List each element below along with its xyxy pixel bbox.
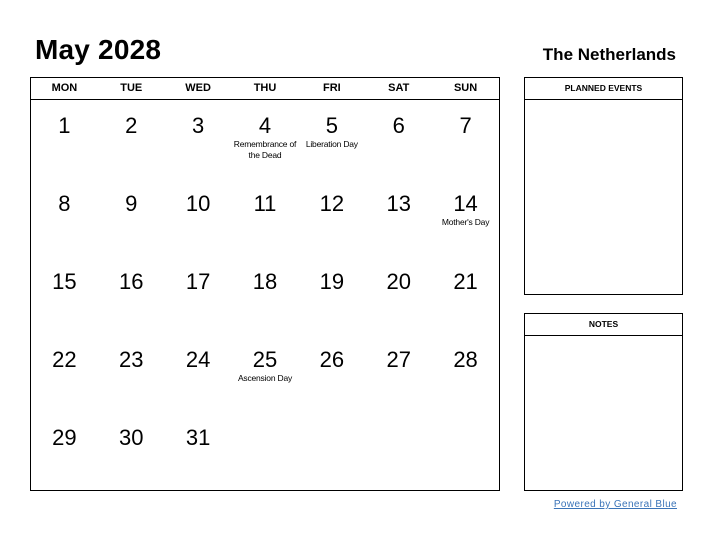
day-cell bbox=[298, 100, 365, 178]
day-cell bbox=[432, 100, 499, 178]
day-number: 22 bbox=[52, 347, 77, 372]
day-number: 19 bbox=[319, 269, 345, 294]
day-cell bbox=[432, 412, 499, 490]
day-number: 25 bbox=[252, 347, 278, 372]
day-cell bbox=[365, 412, 432, 490]
day-number: 7 bbox=[459, 113, 472, 138]
day-cell bbox=[165, 256, 232, 334]
day-cell bbox=[365, 178, 432, 256]
day-number: 10 bbox=[185, 191, 211, 216]
day-cell bbox=[165, 334, 232, 412]
day-cell bbox=[432, 178, 499, 256]
day-cell bbox=[232, 334, 299, 412]
day-number: 18 bbox=[252, 269, 278, 294]
day-cell bbox=[98, 412, 165, 490]
weekday-header: TUE bbox=[120, 82, 143, 94]
day-cell bbox=[298, 412, 365, 490]
day-cell bbox=[31, 334, 98, 412]
holiday-label: Ascension Day bbox=[237, 373, 293, 383]
day-number: 5 bbox=[325, 113, 338, 138]
day-cell bbox=[298, 178, 365, 256]
day-number: 28 bbox=[453, 347, 478, 372]
weekday-header: FRI bbox=[322, 82, 341, 94]
day-number: 9 bbox=[125, 191, 138, 216]
page-title: May 2028 bbox=[35, 34, 162, 65]
day-cell bbox=[365, 100, 432, 178]
holiday-label: Remembrance of the Dead bbox=[233, 139, 297, 160]
day-cell bbox=[298, 256, 365, 334]
planned-events-panel bbox=[524, 77, 683, 295]
day-number: 14 bbox=[453, 191, 478, 216]
day-number: 1 bbox=[58, 113, 71, 138]
day-number: 20 bbox=[386, 269, 411, 294]
day-number: 13 bbox=[386, 191, 411, 216]
day-cell bbox=[232, 178, 299, 256]
day-number: 12 bbox=[319, 191, 345, 216]
day-number: 30 bbox=[119, 425, 144, 450]
weekday-header: WED bbox=[185, 82, 211, 94]
day-cell bbox=[232, 412, 299, 490]
calendar-days bbox=[31, 100, 499, 490]
day-cell bbox=[432, 256, 499, 334]
weekday-header: SAT bbox=[388, 82, 410, 94]
country-name: The Netherlands bbox=[542, 45, 676, 64]
holiday-label: Mother's Day bbox=[441, 217, 490, 227]
powered-by-link[interactable]: Powered by General Blue bbox=[553, 499, 677, 510]
day-number: 23 bbox=[119, 347, 144, 372]
calendar-grid bbox=[30, 77, 500, 491]
holiday-label: Liberation Day bbox=[305, 139, 358, 149]
day-number: 24 bbox=[185, 347, 211, 372]
day-number: 31 bbox=[185, 425, 211, 450]
day-number: 15 bbox=[52, 269, 77, 294]
day-cell bbox=[31, 256, 98, 334]
day-cell bbox=[365, 334, 432, 412]
weekday-header: MON bbox=[51, 82, 78, 94]
day-cell bbox=[298, 334, 365, 412]
day-cell bbox=[365, 256, 432, 334]
day-number: 6 bbox=[392, 113, 405, 138]
day-number: 26 bbox=[319, 347, 345, 372]
day-cell bbox=[98, 178, 165, 256]
day-cell bbox=[98, 334, 165, 412]
day-cell bbox=[98, 256, 165, 334]
day-cell bbox=[31, 178, 98, 256]
day-cell bbox=[31, 100, 98, 178]
day-number: 4 bbox=[258, 113, 272, 138]
weekday-header-row bbox=[31, 78, 499, 100]
weekday-header: THU bbox=[253, 82, 277, 94]
day-number: 21 bbox=[453, 269, 478, 294]
day-number: 27 bbox=[386, 347, 411, 372]
day-cell bbox=[232, 100, 299, 178]
day-number: 8 bbox=[58, 191, 71, 216]
day-number: 16 bbox=[119, 269, 144, 294]
day-cell bbox=[165, 412, 232, 490]
day-cell bbox=[232, 256, 299, 334]
day-number: 3 bbox=[192, 113, 205, 138]
day-cell bbox=[165, 100, 232, 178]
notes-header: NOTES bbox=[525, 314, 682, 336]
notes-panel bbox=[524, 313, 683, 491]
day-cell bbox=[165, 178, 232, 256]
day-number: 29 bbox=[52, 425, 77, 450]
planned-events-header: PLANNED EVENTS bbox=[525, 78, 682, 100]
day-number: 11 bbox=[253, 191, 277, 216]
weekday-header: SUN bbox=[453, 82, 478, 94]
day-number: 17 bbox=[185, 269, 211, 294]
day-cell bbox=[432, 334, 499, 412]
day-cell bbox=[98, 100, 165, 178]
day-cell bbox=[31, 412, 98, 490]
day-number: 2 bbox=[125, 113, 138, 138]
